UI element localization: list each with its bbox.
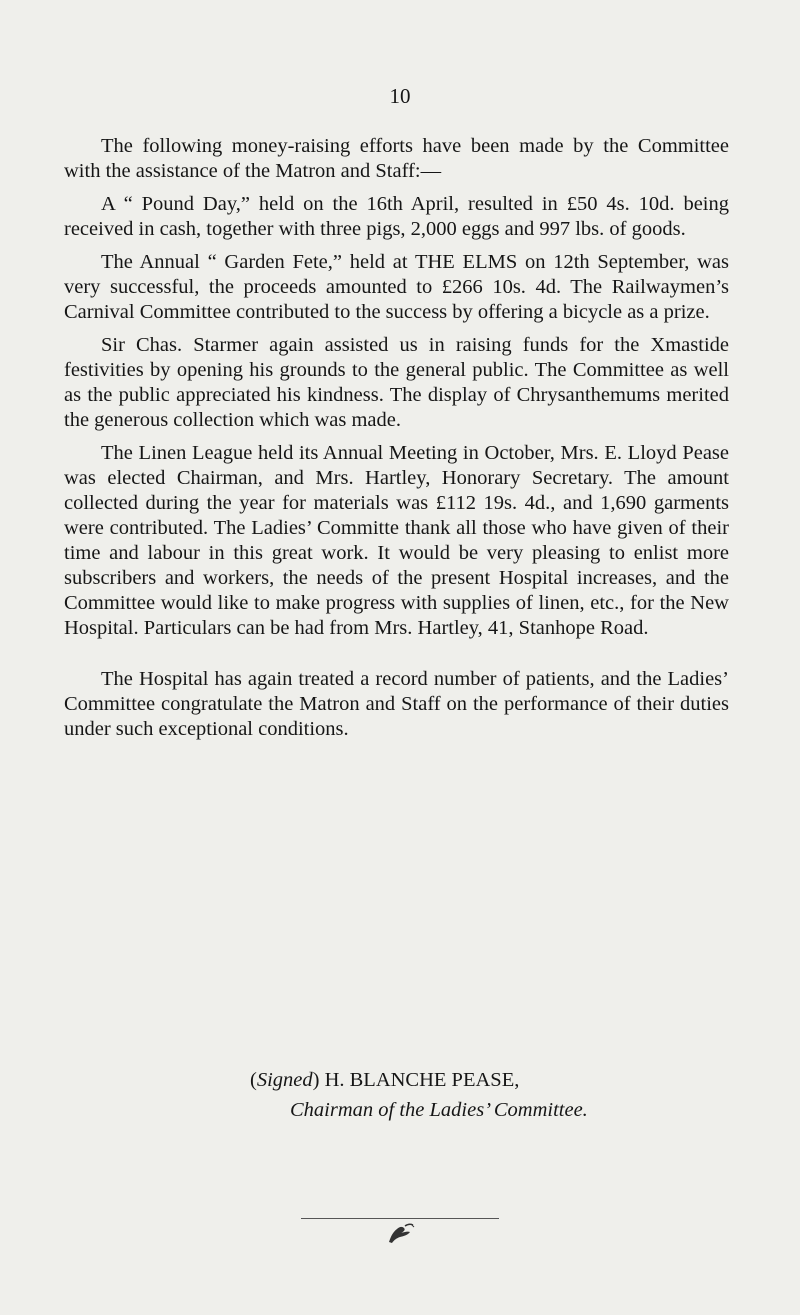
page-number: 10 xyxy=(389,84,411,108)
end-rule xyxy=(301,1218,499,1219)
paragraph-hospital-record: The Hospital has again treated a record number of patients, and the Ladies’ Committee congratulate the Matron and Staff on the performance of their duties under such exceptional conditions. xyxy=(64,668,729,740)
paragraph-intro: The following money-raising efforts have been made by the Committee with the assistance of the Matron and Staff:— xyxy=(64,135,729,182)
paragraph-linen-league: The Linen League held its Annual Meeting in October, Mrs. E. Lloyd Pease was elected Chairman, and Mrs. Hartley, Honorary Secretary. The amount collected during the year for materials was £112 19s. 4d., and 1,690 garments were contributed. The Ladies’ Committe thank all those who have given of their time and labour in this great work. It would be very pleasing to enlist more subscribers and workers, the needs of the present Hospital increases, and the Committee would like to make progress with supplies of linen, etc., for the New Hospital. Particulars can be had from Mrs. Hartley, 41, Stanhope Road. xyxy=(64,442,729,639)
paragraph-garden-fete: The Annual “ Garden Fete,” held at THE ELMS on 12th September, was very successful, the proceeds amounted to £266 10s. 4d. The Railwaymen’s Carnival Committee contributed to the success by offering a bicycle as a prize. xyxy=(64,251,729,323)
signatory-name: H. BLANCHE PEASE, xyxy=(324,1069,520,1091)
signed-prefix: (Signed) xyxy=(250,1069,320,1091)
signed-word: Signed xyxy=(256,1069,313,1091)
report-body xyxy=(64,134,729,750)
signatory-title: Chairman of the Ladies’ Committee. xyxy=(290,1099,588,1121)
paragraph-xmastide: Sir Chas. Starmer again assisted us in raising funds for the Xmastide festivities by opening his grounds to the general public. The Committee as well as the public appreciated his kindness. The display of Chrysanthemums merited the generous collection which was made. xyxy=(64,334,729,431)
printer-ornament-icon xyxy=(386,1222,416,1249)
signature-line xyxy=(250,1067,519,1094)
paragraph-pound-day: A “ Pound Day,” held on the 16th April, resulted in £50 4s. 10d. being received in cash, together with three pigs, 2,000 eggs and 997 lbs. of goods. xyxy=(64,193,729,240)
